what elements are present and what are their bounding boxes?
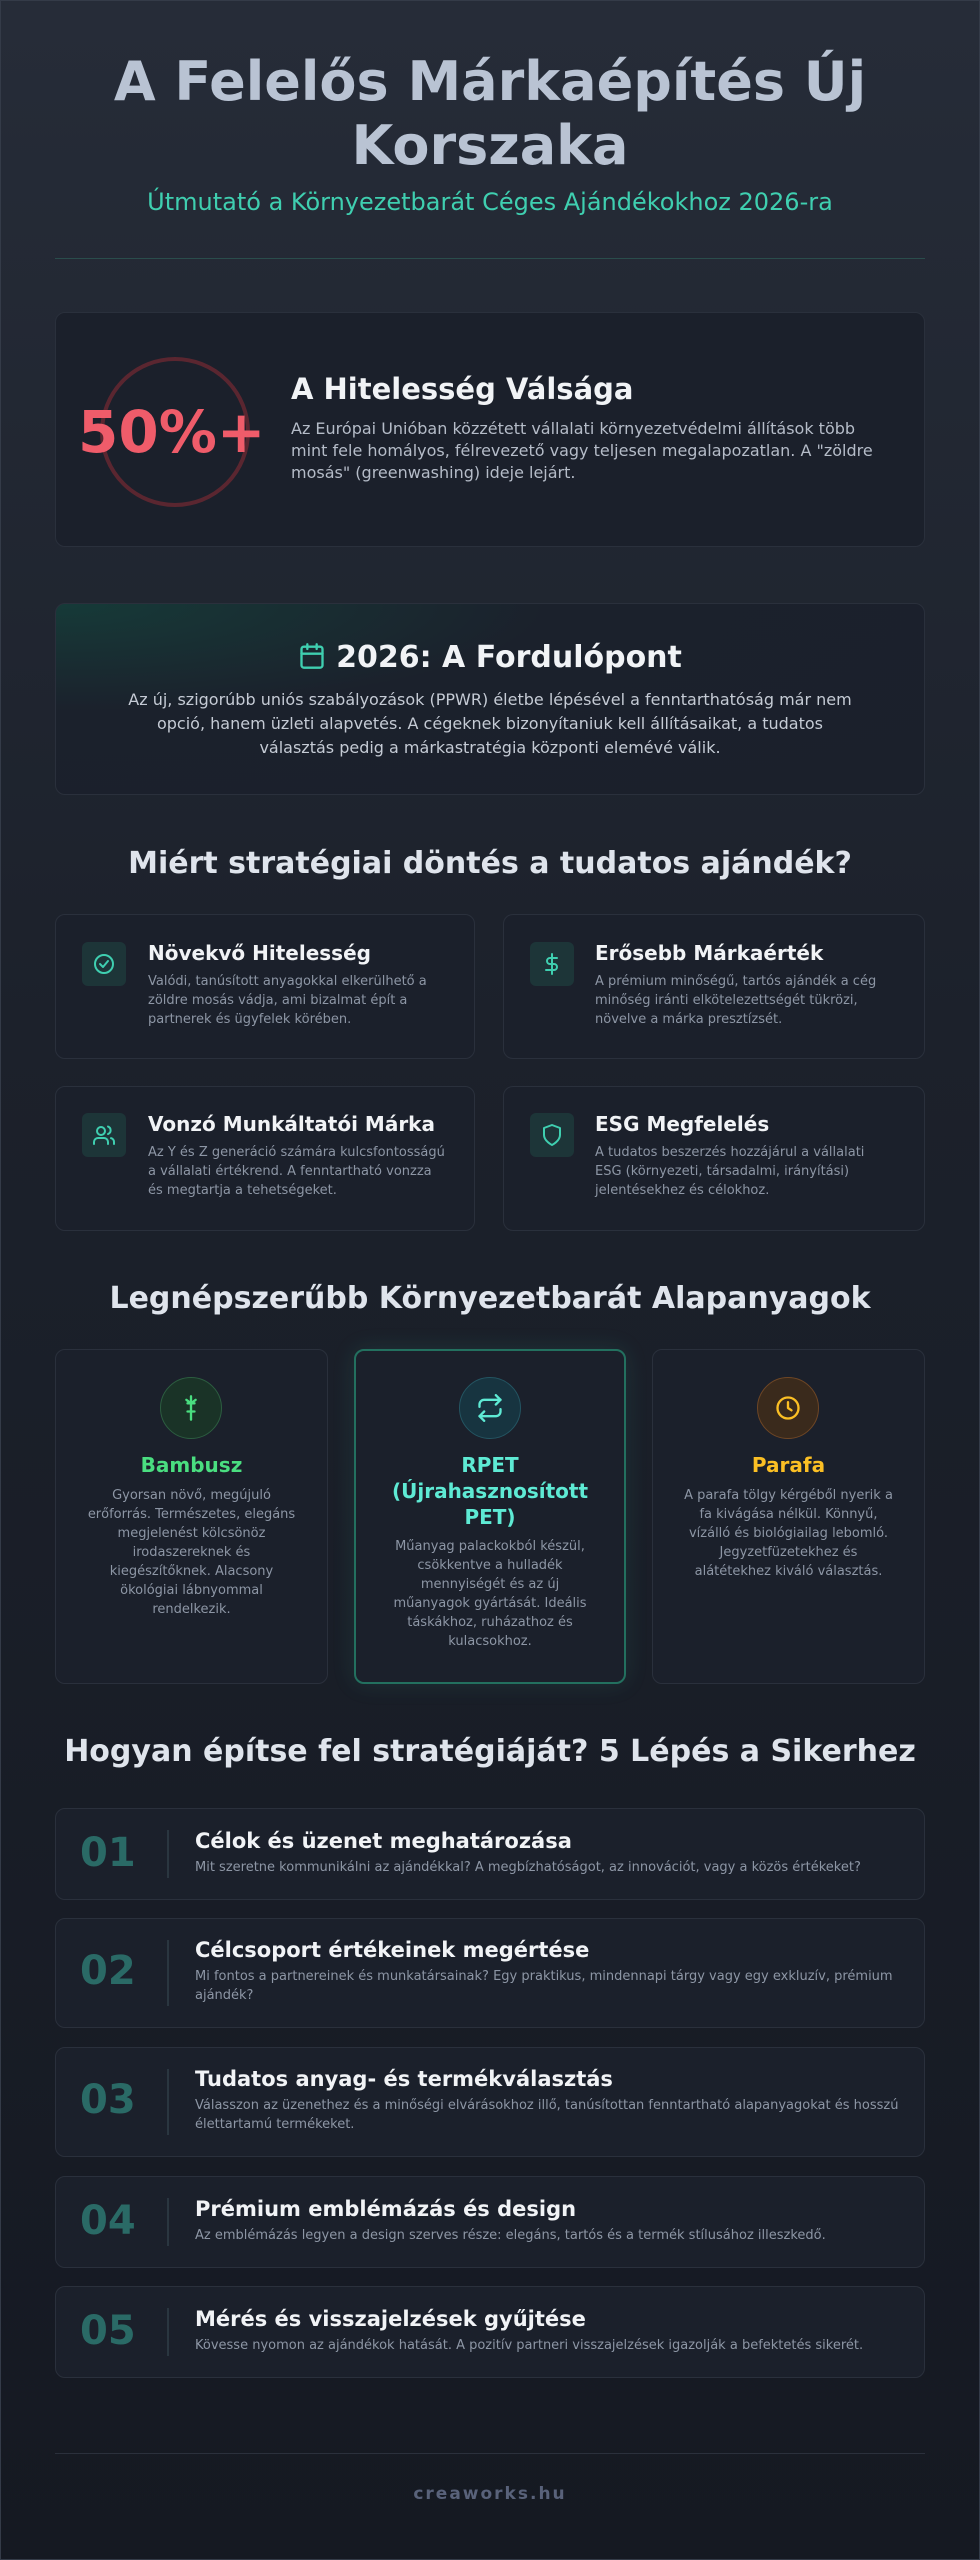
page-title-line1: A Felelős Márkaépítés Új (113, 50, 867, 113)
footer-link[interactable]: creaworks.hu (413, 2484, 567, 2504)
material-title: RPET (Újrahasznosított PET) (391, 1453, 589, 1529)
materials-section-title: Legnépszerűbb Környezetbarát Alapanyagok (109, 1281, 871, 1316)
step-title: Célcsoport értékeinek megértése (195, 1938, 590, 1962)
why-section-title: Miért stratégiai döntés a tudatos ajándék? (128, 846, 852, 881)
step-number: 01 (80, 1830, 136, 1876)
step-card (55, 2176, 925, 2268)
recycle-icon (459, 1377, 521, 1439)
step-card (55, 1808, 925, 1900)
step-divider (167, 2198, 169, 2246)
crisis-stat: 50%+ (78, 398, 266, 466)
footer-divider (55, 2453, 925, 2454)
users-icon (82, 1113, 126, 1157)
step-divider (167, 2069, 169, 2135)
benefit-text: Az Y és Z generáció számára kulcsfontosságú a vállalati értékrend. A fenntartható vonzza és megtartja a tehetségeket. (148, 1145, 445, 1198)
check-circle-icon (82, 942, 126, 986)
clock-icon (757, 1377, 819, 1439)
page-subtitle: Útmutató a Környezetbarát Céges Ajándékokhoz 2026-ra (147, 188, 833, 216)
step-number: 04 (80, 2198, 136, 2244)
step-title: Célok és üzenet meghatározása (195, 1829, 572, 1853)
benefit-title: Növekvő Hitelesség (148, 941, 371, 965)
step-text: Az emblémázás legyen a design szerves része: elegáns, tartós és a termék stílusához illeszkedő. (195, 2228, 826, 2243)
benefit-title: Erősebb Márkaérték (595, 941, 824, 965)
step-text: Mi fontos a partnereinek és munkatársainak? Egy praktikus, mindennapi tárgy vagy egy exkluzív, prémium ajándék? (195, 1969, 893, 2003)
material-title: Parafa (751, 1453, 826, 1477)
step-number: 03 (80, 2077, 136, 2123)
benefit-text: A prémium minőségű, tartós ajándék a cég minőség iránti elkötelezettségét tükrözi, növelve a márka presztízsét. (595, 974, 877, 1027)
material-text: Gyorsan növő, megújuló erőforrás. Természetes, elegáns megjelenést kölcsönöz irodaszereknek és kiegészítőknek. Alacsony ökológiai lábnyommal rendelkezik. (87, 1488, 296, 1617)
step-card (55, 2286, 925, 2378)
step-title: Mérés és visszajelzések gyűjtése (195, 2307, 586, 2331)
benefit-title: Vonzó Munkáltatói Márka (148, 1112, 435, 1136)
dollar-icon (530, 942, 574, 986)
benefit-text: A tudatos beszerzés hozzájárul a vállalati ESG (környezeti, társadalmi, irányítási) jelentésekhez és célokhoz. (595, 1145, 865, 1198)
benefit-title: ESG Megfelelés (595, 1112, 770, 1136)
step-text: Kövesse nyomon az ajándékok hatását. A pozitív partneri visszajelzések igazolják a befektetés sikerét. (195, 2338, 864, 2353)
header-divider (55, 258, 925, 259)
steps-section-title: Hogyan építse fel stratégiáját? 5 Lépés a Sikerhez (64, 1734, 916, 1769)
step-divider (167, 1940, 169, 2006)
step-divider (167, 2308, 169, 2356)
turning-point-text: Az új, szigorúbb uniós szabályozások (PPWR) életbe lépésével a fenntarthatóság már nem opció, hanem üzleti alapvetés. A cégeknek bizonyítaniuk kell állításaikat, a tudatos választás pedig a márkastratégia központi elemévé válik. (128, 690, 852, 757)
crisis-title: A Hitelesség Válsága (291, 372, 634, 406)
bamboo-icon (160, 1377, 222, 1439)
step-title: Tudatos anyag- és termékválasztás (195, 2067, 613, 2091)
step-divider (167, 1830, 169, 1878)
step-number: 05 (80, 2308, 136, 2354)
page-title (0, 50, 980, 178)
benefit-text: Valódi, tanúsított anyagokkal elkerülhető a zöldre mosás vádja, ami bizalmat épít a partnerek és ügyfelek körében. (148, 974, 427, 1027)
material-title: Bambusz (140, 1453, 243, 1477)
step-text: Válasszon az üzenethez és a minőségi elvárásokhoz illő, tanúsítottan fenntartható alapanyagokat és hosszú élettartamú termékeket. (195, 2098, 899, 2132)
turning-point-title: 2026: A Fordulópont (336, 640, 682, 675)
calendar-icon (298, 642, 326, 674)
material-text: A parafa tölgy kérgéből nyerik a fa kivágása nélkül. Könnyű, vízálló és biológiailag lebomló. Jegyzetfüzetekhez és alátétekhez kiváló választás. (684, 1488, 893, 1579)
material-text: Műanyag palackokból készül, csökkentve a hulladék mennyiségét és az új műanyagok gyártását. Ideális táskákhoz, ruházathoz és kulacsokhoz. (393, 1539, 587, 1649)
step-number: 02 (80, 1948, 136, 1994)
page-title-line2: Korszaka (351, 114, 629, 177)
step-title: Prémium emblémázás és design (195, 2197, 577, 2221)
step-text: Mit szeretne kommunikálni az ajándékkal? A megbízhatóságot, az innovációt, vagy a közös értékeket? (195, 1860, 861, 1875)
shield-icon (530, 1113, 574, 1157)
crisis-text: Az Európai Unióban közzétett vállalati környezetvédelmi állítások több mint fele homályos, félrevezető vagy teljesen megalapozatlan. A "zöldre mosás" (greenwashing) ideje lejárt. (291, 419, 873, 482)
turning-point-heading (0, 640, 980, 675)
